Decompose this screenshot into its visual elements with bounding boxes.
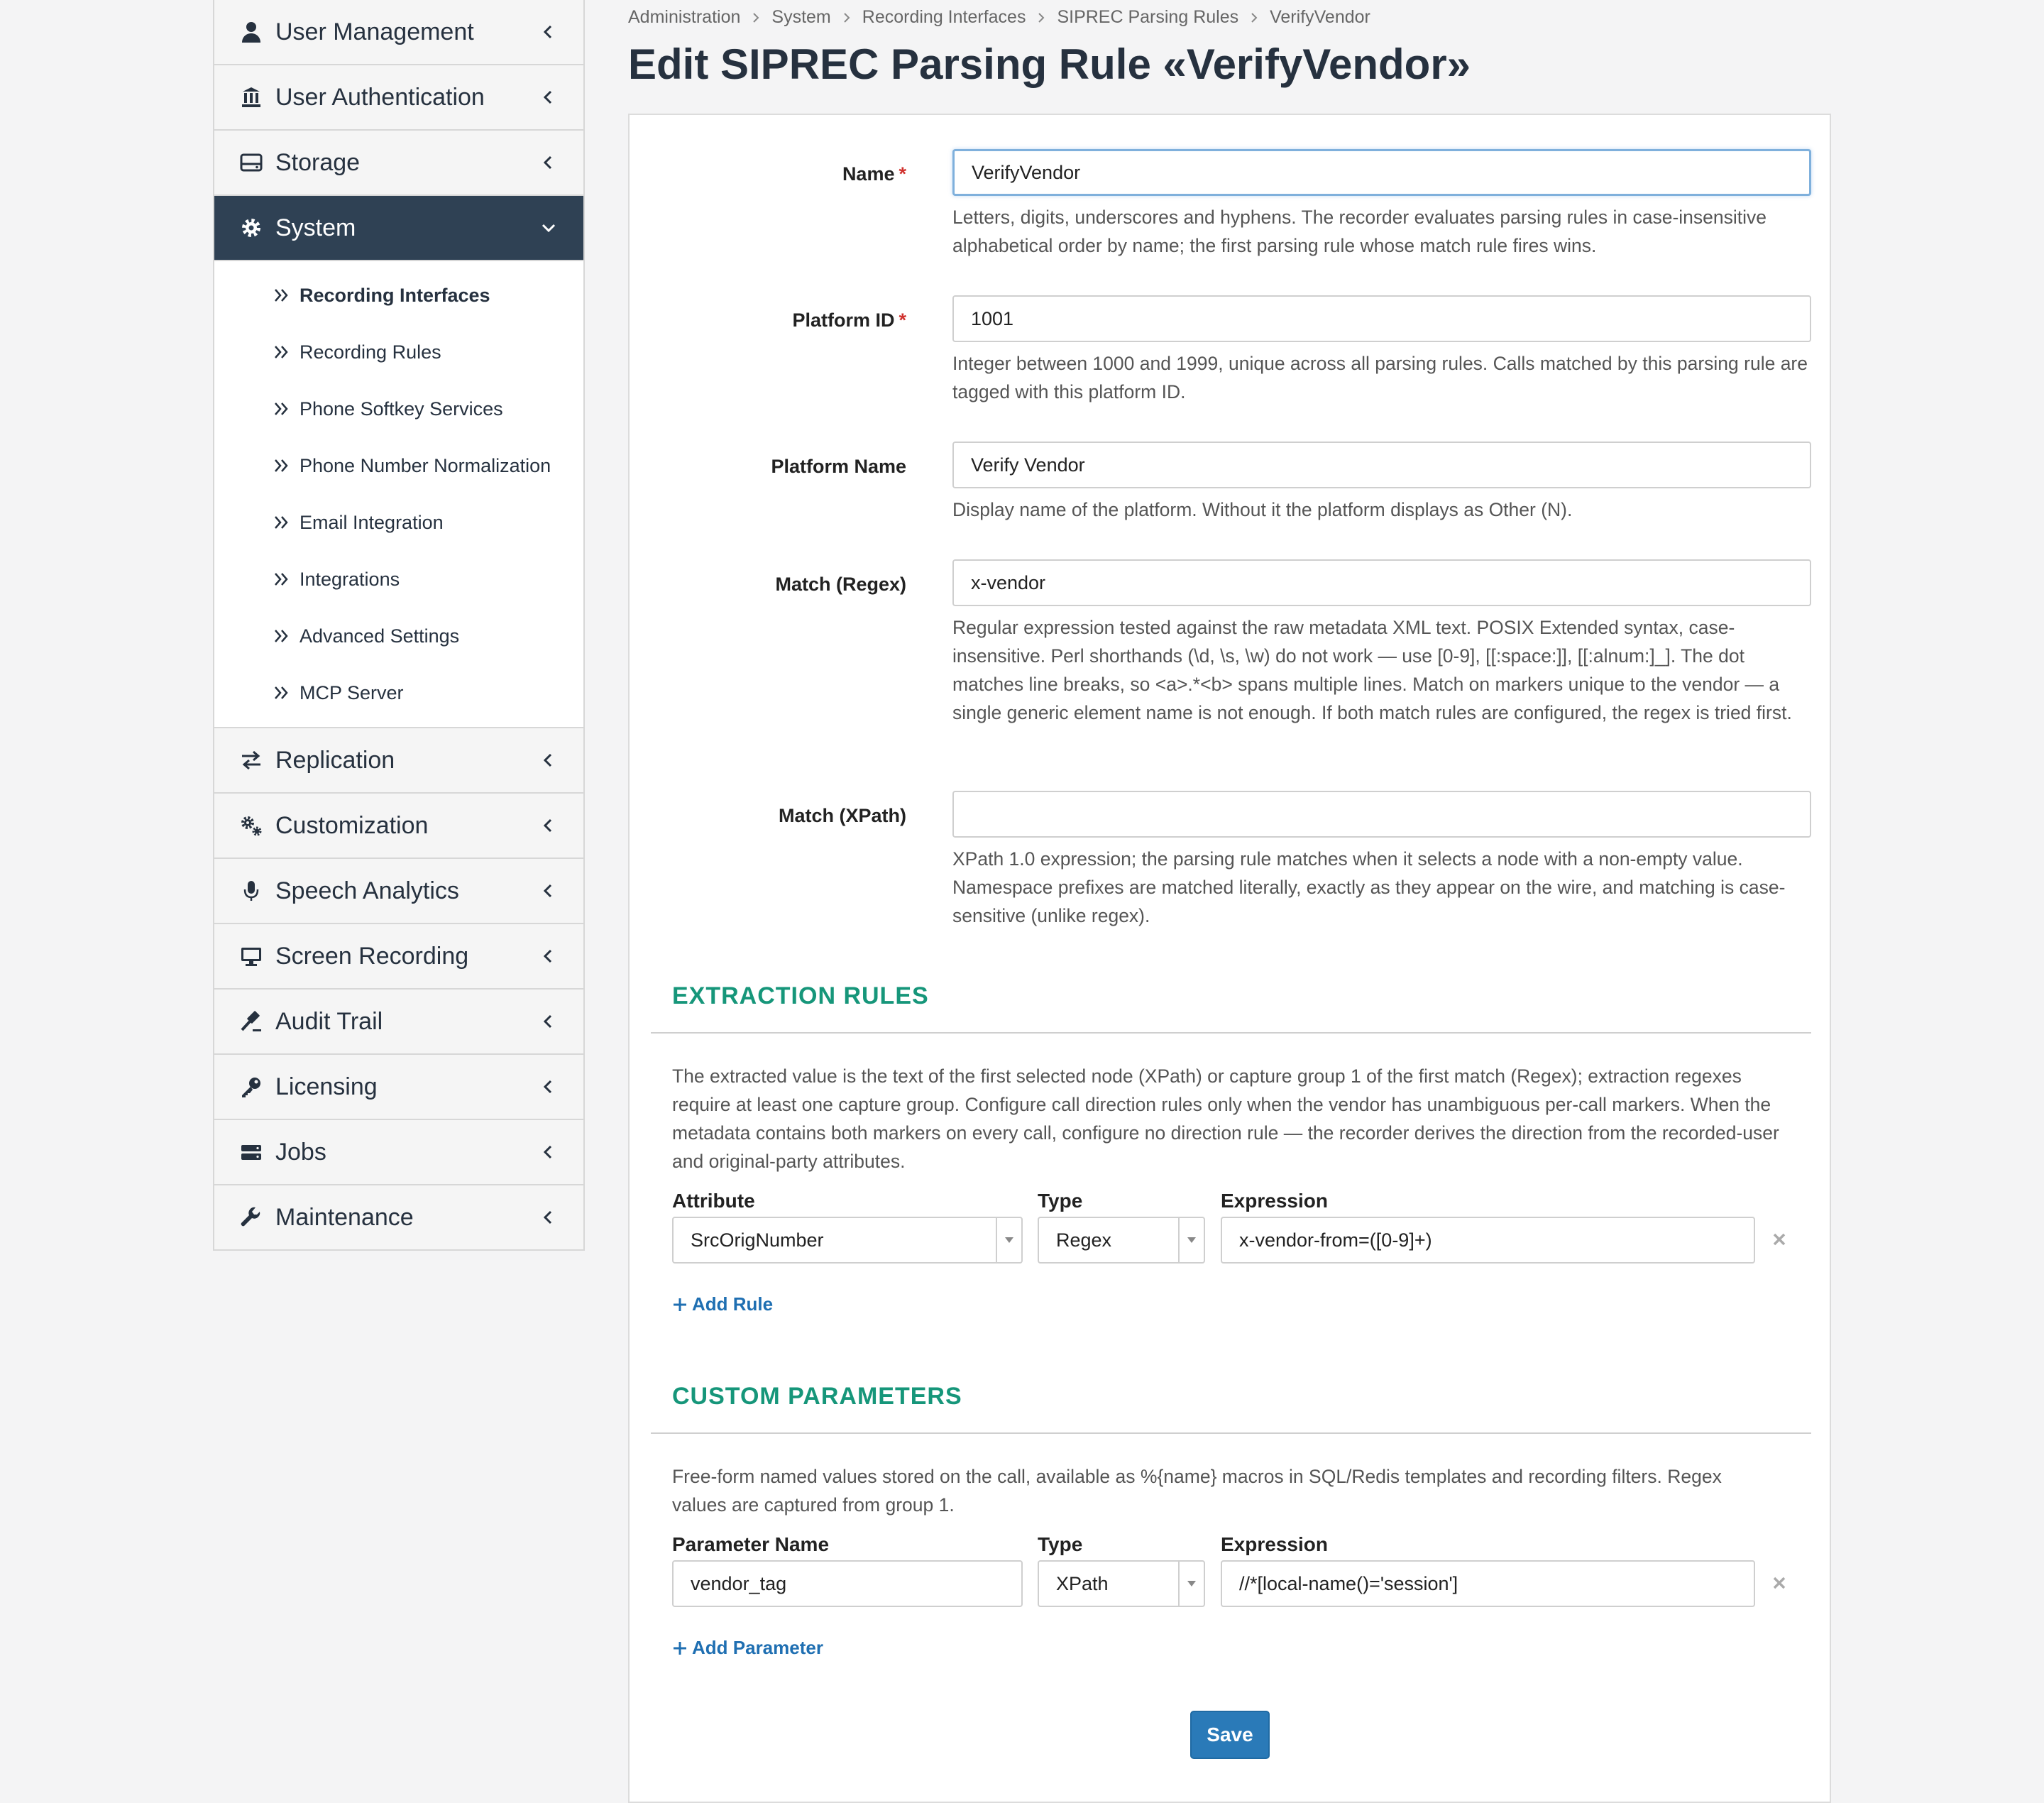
breadcrumb-item-system[interactable]: System — [771, 7, 831, 27]
remove-rule-icon[interactable] — [1771, 1231, 1788, 1248]
sidebar-item-label: Customization — [275, 811, 429, 839]
attribute-select[interactable] — [672, 1217, 1023, 1264]
platform-id-help: Integer between 1000 and 1999, unique across all parsing rules. Calls matched by this parsing rule are tagged with this platform ID. — [952, 353, 1808, 402]
column-header-expression: Expression — [1221, 1533, 1328, 1555]
sidebar-subitem-advanced-settings[interactable] — [214, 608, 583, 664]
custom-parameters-title: CUSTOM PARAMETERS — [672, 1383, 962, 1410]
cogs-icon — [237, 813, 265, 838]
rule-type-select[interactable] — [1038, 1217, 1205, 1264]
sidebar-nav — [213, 0, 585, 1251]
breadcrumb-item-siprec-parsing-rules[interactable]: SIPREC Parsing Rules — [1057, 7, 1239, 27]
double-chevron-right-icon — [273, 456, 291, 475]
gavel-icon — [237, 1009, 265, 1034]
name-label-text: Name — [842, 163, 895, 185]
page-title: Edit SIPREC Parsing Rule «VerifyVendor» — [628, 40, 1471, 88]
chevron-left-icon — [541, 818, 556, 833]
sidebar-item-customization[interactable] — [214, 794, 583, 859]
sidebar-item-speech-analytics[interactable] — [214, 859, 583, 924]
section-divider — [651, 1432, 1811, 1434]
add-rule-link[interactable] — [672, 1293, 773, 1315]
chevron-left-icon — [541, 1079, 556, 1095]
sidebar-subitem-label: Recording Rules — [300, 341, 441, 363]
extraction-rules-description: The extracted value is the text of the first selected node (XPath) or capture group 1 of the first match (Regex); extraction regexes require at least one capture group. Configure call direction rules only when the vendor has unambiguous per-call markers. When the metadata contains both markers on every call, configure no direction rule — the recorder derives the direction from the recorded-user and original-party attributes. — [672, 1065, 1779, 1172]
chevron-right-icon — [841, 12, 852, 23]
sidebar-subitem-integrations[interactable] — [214, 551, 583, 608]
parameter-name-input[interactable] — [672, 1560, 1023, 1607]
sidebar-subitem-phone-number-normalization[interactable] — [214, 437, 583, 494]
user-icon — [237, 19, 265, 45]
platform-id-label — [630, 309, 906, 331]
plus-icon — [672, 1297, 688, 1312]
caret-down-icon — [1178, 1218, 1204, 1262]
column-header-type: Type — [1038, 1533, 1083, 1555]
attribute-select-value: SrcOrigNumber — [691, 1229, 824, 1251]
building-icon — [237, 84, 265, 110]
save-button[interactable]: Save — [1190, 1711, 1270, 1759]
section-divider — [651, 1032, 1811, 1034]
double-chevron-right-icon — [273, 400, 291, 418]
sidebar-item-label: Storage — [275, 148, 361, 176]
double-chevron-right-icon — [273, 627, 291, 645]
chevron-left-icon — [541, 155, 556, 170]
sidebar-item-label: Replication — [275, 746, 395, 774]
sidebar-item-label: User Authentication — [275, 83, 485, 111]
chevron-right-icon — [1248, 12, 1260, 23]
chevron-right-icon — [750, 12, 762, 23]
add-parameter-link[interactable] — [672, 1637, 823, 1659]
sidebar-subitem-phone-softkey-services[interactable] — [214, 380, 583, 437]
breadcrumb-item-administration[interactable]: Administration — [628, 7, 741, 27]
sidebar-item-label: Audit Trail — [275, 1007, 383, 1035]
sidebar-item-user-management[interactable] — [214, 0, 583, 65]
platform-name-label: Platform Name — [771, 456, 906, 477]
sidebar-subitem-label: MCP Server — [300, 681, 404, 703]
sidebar-subitem-label: Recording Interfaces — [300, 284, 490, 306]
sidebar-subitem-mcp-server[interactable] — [214, 664, 583, 721]
custom-parameters-description: Free-form named values stored on the call, available as %{name} macros in SQL/Redis templates and recording filters. Regex values are captured from group 1. — [672, 1466, 1722, 1516]
double-chevron-right-icon — [273, 570, 291, 588]
double-chevron-right-icon — [273, 684, 291, 702]
sidebar-item-maintenance[interactable] — [214, 1185, 583, 1249]
sidebar-item-replication[interactable] — [214, 728, 583, 794]
chevron-left-icon — [541, 948, 556, 964]
match-xpath-input[interactable] — [952, 791, 1811, 838]
column-header-attribute: Attribute — [672, 1190, 755, 1212]
sidebar-item-label: System — [275, 214, 356, 241]
wrench-icon — [237, 1205, 265, 1230]
chevron-left-icon — [541, 752, 556, 768]
storage-icon — [237, 150, 265, 175]
column-header-type: Type — [1038, 1190, 1083, 1212]
sidebar-item-audit-trail[interactable] — [214, 990, 583, 1055]
chevron-right-icon — [1035, 12, 1047, 23]
chevron-down-icon — [541, 220, 556, 236]
extraction-rules-title: EXTRACTION RULES — [672, 982, 929, 1009]
remove-parameter-icon[interactable] — [1771, 1574, 1788, 1591]
sidebar-item-licensing[interactable] — [214, 1055, 583, 1120]
column-header-parameter-name: Parameter Name — [672, 1533, 830, 1555]
required-mark: * — [899, 163, 906, 185]
chevron-left-icon — [541, 89, 556, 105]
sidebar-item-user-authentication[interactable] — [214, 65, 583, 131]
sidebar-item-label: Speech Analytics — [275, 877, 459, 904]
sidebar-item-label: User Management — [275, 18, 474, 45]
microphone-icon — [237, 878, 265, 904]
chevron-left-icon — [541, 883, 556, 899]
match-regex-input[interactable] — [952, 559, 1811, 606]
parameter-type-select[interactable] — [1038, 1560, 1205, 1607]
sidebar-item-jobs[interactable] — [214, 1120, 583, 1185]
sidebar-item-label: Jobs — [275, 1138, 326, 1166]
chevron-left-icon — [541, 1014, 556, 1029]
double-chevron-right-icon — [273, 343, 291, 361]
sidebar-item-system[interactable] — [214, 196, 583, 261]
key-icon — [237, 1074, 265, 1100]
sidebar-item-label: Maintenance — [275, 1203, 414, 1231]
match-regex-help: Regular expression tested against the raw metadata XML text. POSIX Extended syntax, case-insensitive. Perl shorthands (\d, \s, \w) do not work — use [0-9], [[:space:]], [[:alnum:]_]. The dot matches line breaks, so <a>.*<b> spans multiple lines. Match on markers unique to the vendor — a single generic element name is not enough. If both match rules are configured, the regex is tried first. — [952, 617, 1792, 723]
column-header-expression: Expression — [1221, 1190, 1328, 1212]
name-input[interactable] — [952, 149, 1811, 196]
platform-name-input[interactable] — [952, 442, 1811, 488]
breadcrumb-item-current: VerifyVendor — [1270, 7, 1370, 27]
breadcrumb — [628, 7, 1370, 28]
sidebar-item-storage[interactable] — [214, 131, 583, 196]
parameter-expression-input[interactable] — [1221, 1560, 1755, 1607]
sidebar-subitem-label: Phone Softkey Services — [300, 398, 503, 420]
chevron-left-icon — [541, 24, 556, 40]
server-icon — [237, 1139, 265, 1165]
system-submenu — [214, 261, 583, 728]
sidebar-item-label: Licensing — [275, 1073, 378, 1100]
platform-id-input[interactable] — [952, 295, 1811, 342]
platform-name-help: Display name of the platform. Without it the platform displays as Other (N). — [952, 499, 1573, 520]
sidebar-subitem-label: Email Integration — [300, 511, 444, 533]
name-label — [630, 163, 906, 185]
sidebar-item-screen-recording[interactable] — [214, 924, 583, 990]
platform-id-label-text: Platform ID — [792, 309, 895, 331]
rule-type-select-value: Regex — [1056, 1229, 1112, 1251]
match-regex-label: Match (Regex) — [775, 574, 906, 595]
plus-icon — [672, 1640, 688, 1656]
caret-down-icon — [1178, 1562, 1204, 1606]
desktop-icon — [237, 943, 265, 969]
double-chevron-right-icon — [273, 513, 291, 532]
sidebar-item-label: Screen Recording — [275, 942, 469, 970]
sidebar-subitem-email-integration[interactable] — [214, 494, 583, 551]
match-xpath-help: XPath 1.0 expression; the parsing rule matches when it selects a node with a non-empty value. Namespace prefixes are matched literally, exactly as they appear on the wire, and matching is case-sensitive (unlike regex). — [952, 848, 1786, 926]
parameter-type-select-value: XPath — [1056, 1572, 1109, 1594]
exchange-icon — [237, 747, 265, 773]
sidebar-subitem-label: Integrations — [300, 568, 400, 590]
sidebar-subitem-label: Phone Number Normalization — [300, 454, 551, 476]
caret-down-icon — [996, 1218, 1021, 1262]
sidebar-subitem-label: Advanced Settings — [300, 625, 460, 647]
gear-icon — [237, 215, 265, 241]
chevron-left-icon — [541, 1210, 556, 1225]
name-help: Letters, digits, underscores and hyphens. The recorder evaluates parsing rules in case-insensitive alphabetical order by name; the first parsing rule whose match rule fires wins. — [952, 207, 1766, 256]
rule-expression-input[interactable] — [1221, 1217, 1755, 1264]
chevron-left-icon — [541, 1144, 556, 1160]
sidebar-subitem-recording-rules[interactable] — [214, 324, 583, 380]
double-chevron-right-icon — [273, 286, 291, 305]
add-rule-label: Add Rule — [692, 1293, 774, 1315]
breadcrumb-item-recording-interfaces[interactable]: Recording Interfaces — [862, 7, 1026, 27]
edit-form-panel — [628, 114, 1831, 1803]
match-xpath-label: Match (XPath) — [778, 805, 906, 826]
sidebar-subitem-recording-interfaces[interactable] — [214, 267, 583, 324]
required-mark: * — [899, 309, 906, 331]
add-parameter-label: Add Parameter — [692, 1637, 823, 1658]
